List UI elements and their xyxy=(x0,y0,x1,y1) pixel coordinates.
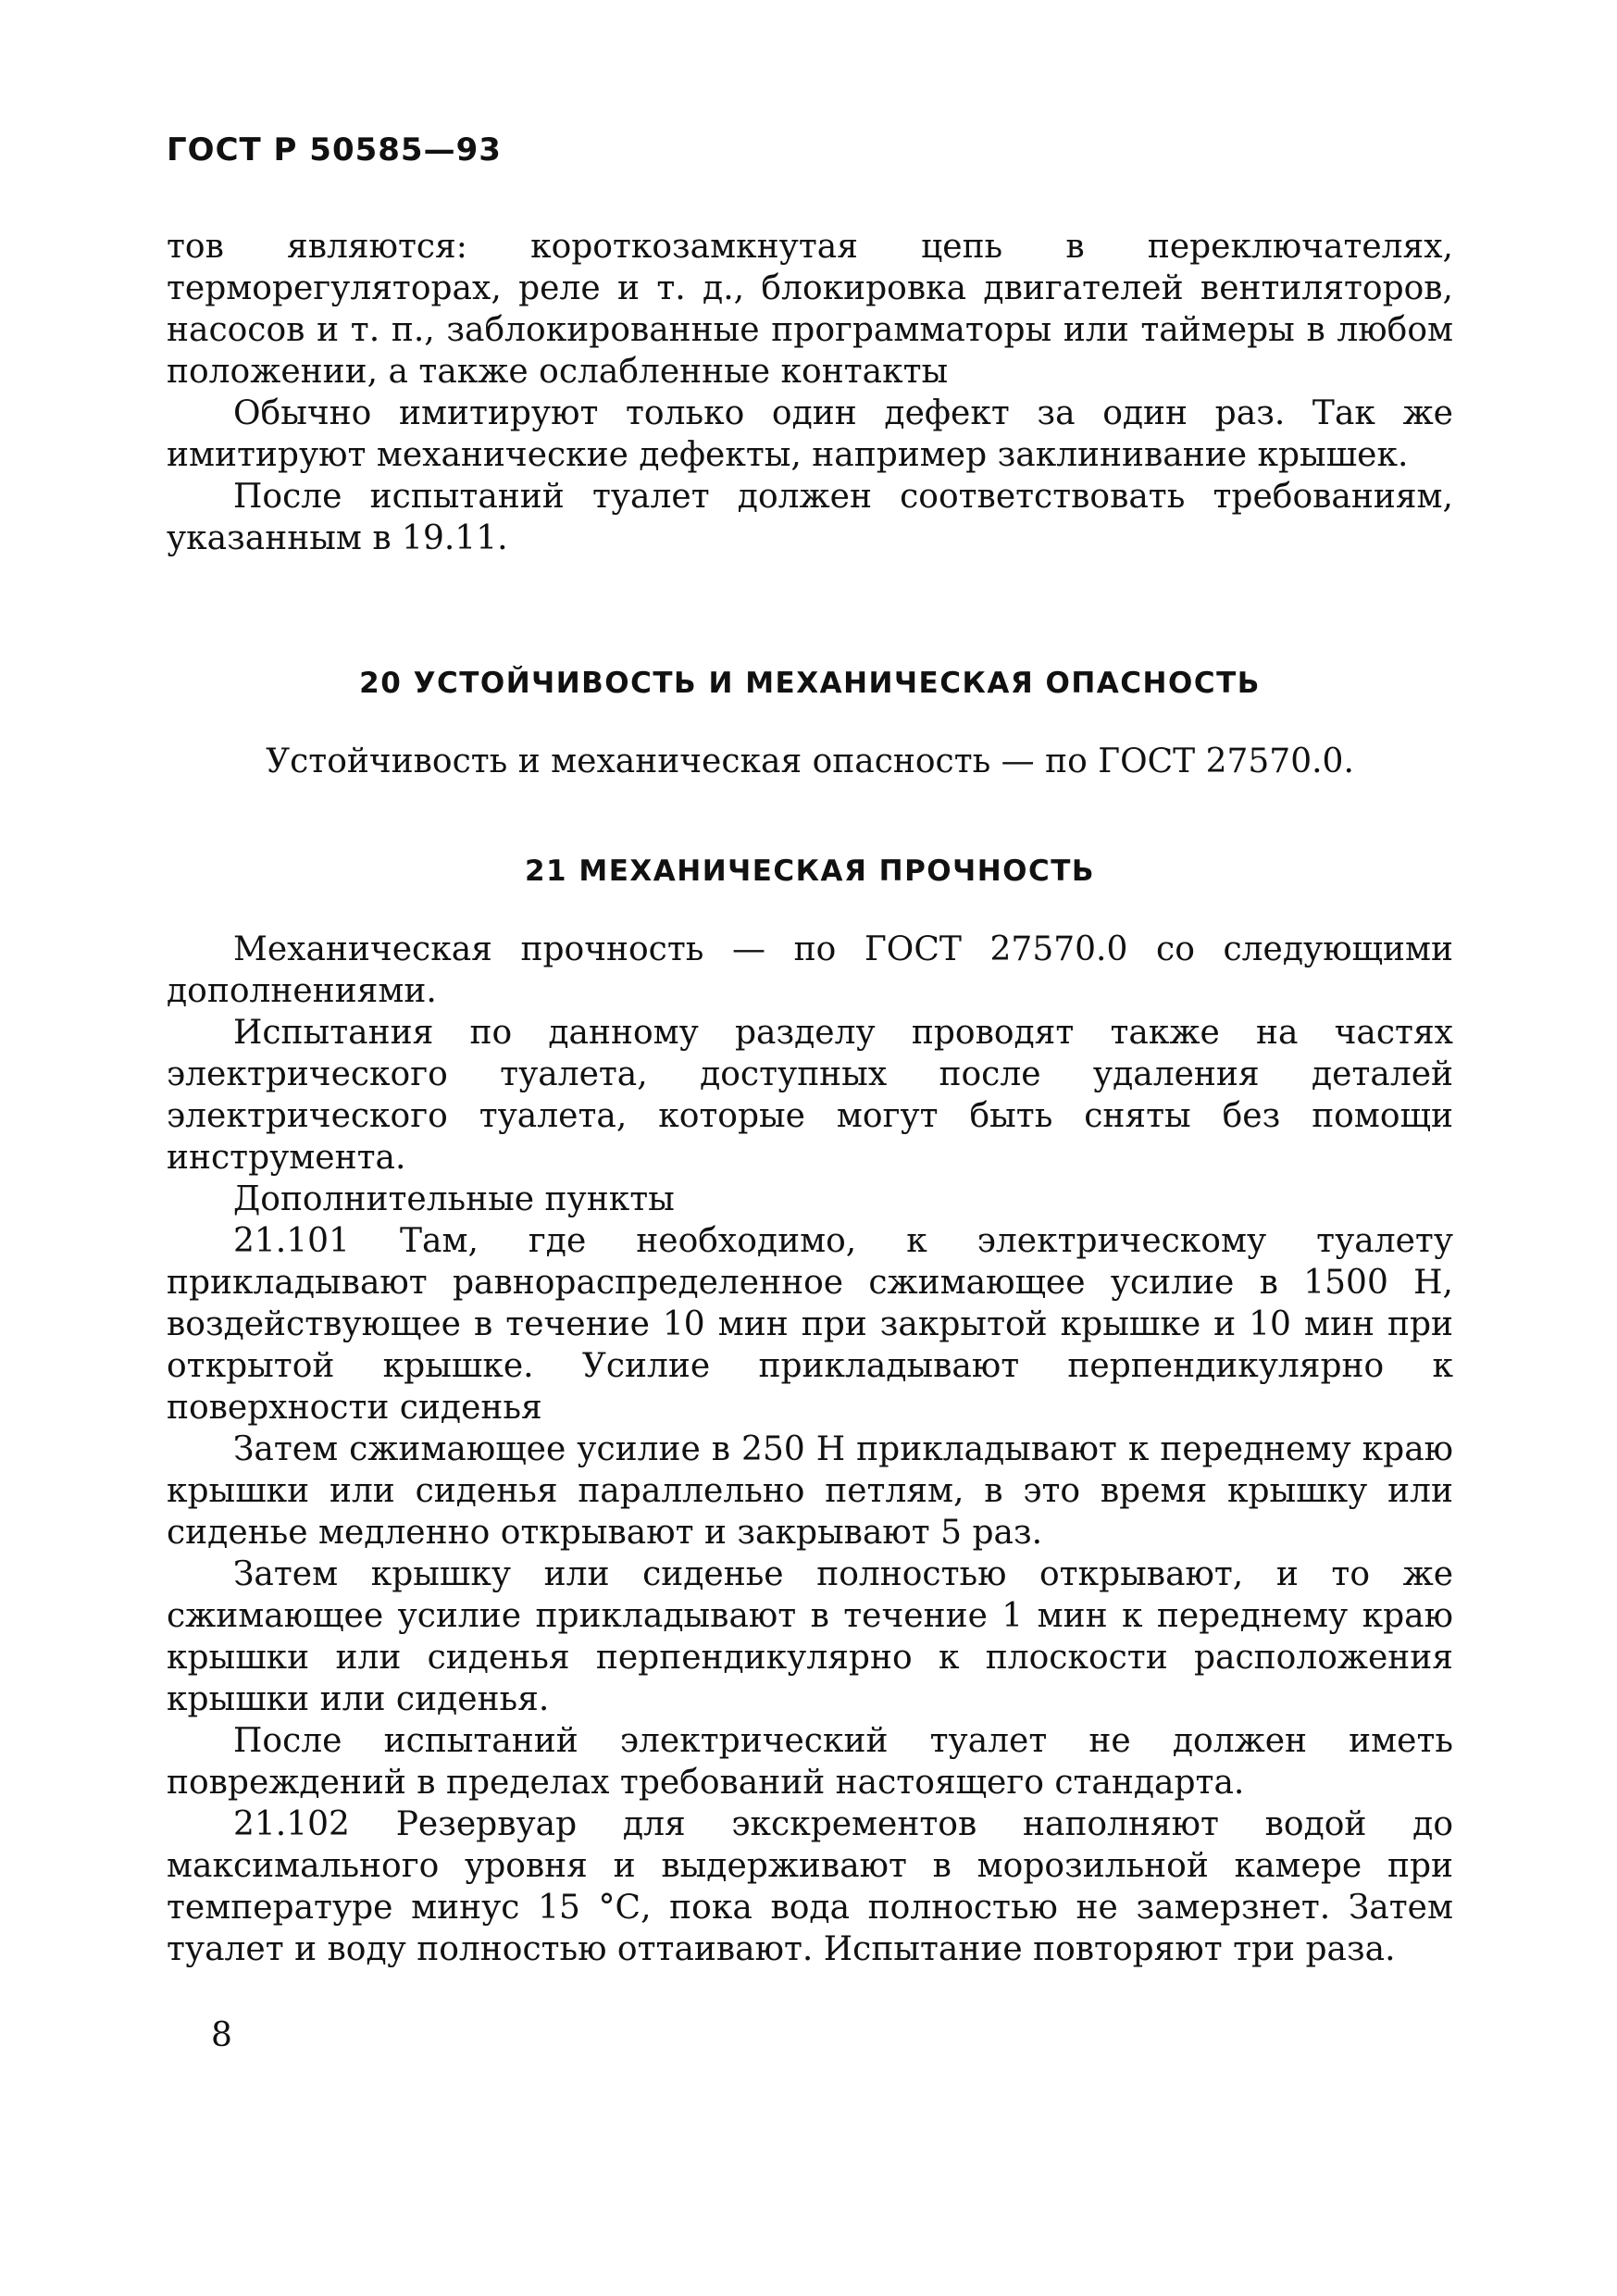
paragraph: Обычно имитируют только один дефект за один раз. Так же имитируют механические дефекты, например заклинивание крышек. xyxy=(167,394,1453,474)
paragraph: Дополнительные пункты xyxy=(233,1180,675,1218)
section-21-body xyxy=(167,929,1453,1970)
paragraph: тов являются: короткозамкнутая цепь в переключателях, терморегуляторах, реле и т. д., блокировка двигателей вентиляторов, насосов и т. п., заблокированные программаторы или таймеры в любом положении, а также ослабленные контакты xyxy=(167,228,1453,391)
section-19-continuation xyxy=(167,226,1453,559)
page-number: 8 xyxy=(211,2016,232,2054)
clause-21-101: 21.101 Там, где необходимо, к электрическому туалету прикладывают равнораспределенное сжимающее усилие в 1500 Н, воздействующее в течение 10 мин при закрытой крышке и 10 мин при открытой крышке. Усилие прикладывают перпендикулярно к поверхности сиденья xyxy=(167,1222,1453,1427)
section-21-heading: 21 МЕХАНИЧЕСКАЯ ПРОЧНОСТЬ xyxy=(524,855,1096,888)
section-20-body xyxy=(167,741,1453,782)
section-20-heading: 20 УСТОЙЧИВОСТЬ И МЕХАНИЧЕСКАЯ ОПАСНОСТЬ xyxy=(359,667,1261,700)
paragraph: Затем крышку или сиденье полностью открывают, и то же сжимающее усилие прикладывают в течение 1 мин к переднему краю крышки или сиденья перпендикулярно к плоскости расположения крышки или сиденья. xyxy=(167,1555,1453,1718)
clause-21-102: 21.102 Резервуар для экскрементов наполняют водой до максимального уровня и выдерживают в морозильной камере при температуре минус 15 °С, пока вода полностью не замерзнет. Затем туалет и воду полностью оттаивают. Испытание повторяют три раза. xyxy=(167,1805,1453,1968)
document-code-header: ГОСТ Р 50585—93 xyxy=(167,131,502,168)
paragraph: Затем сжимающее усилие в 250 Н прикладывают к переднему краю крышки или сиденья параллельно петлям, в это время крышку или сиденье медленно открывают и закрывают 5 раз. xyxy=(167,1430,1453,1552)
paragraph: Испытания по данному разделу проводят также на частях электрического туалета, доступных после удаления деталей электрического туалета, которые могут быть сняты без помощи инструмента. xyxy=(167,1014,1453,1177)
paragraph: Механическая прочность — по ГОСТ 27570.0 со следующими дополнениями. xyxy=(167,930,1453,1010)
paragraph: Устойчивость и механическая опасность — по ГОСТ 27570.0. xyxy=(266,742,1354,780)
paragraph: После испытаний электрический туалет не должен иметь повреждений в пределах требований настоящего стандарта. xyxy=(167,1722,1453,1802)
paragraph: После испытаний туалет должен соответствовать требованиям, указанным в 19.11. xyxy=(167,478,1453,557)
